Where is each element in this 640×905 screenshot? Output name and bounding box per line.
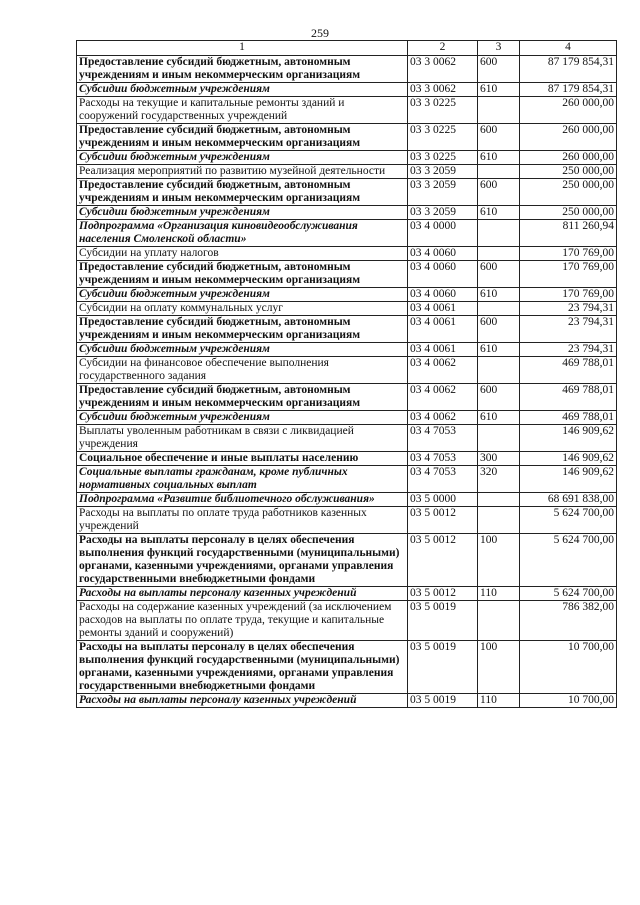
table-row	[77, 357, 617, 384]
table-row	[77, 124, 617, 151]
row-code: 03 3 0225	[408, 151, 478, 165]
row-name: Реализация мероприятий по развитию музейной деятельности	[77, 165, 408, 179]
row-code: 03 4 0060	[408, 288, 478, 302]
row-name: Выплаты уволенным работникам в связи с ликвидацией учреждения	[77, 425, 408, 452]
row-name: Предоставление субсидий бюджетным, автономным учреждениям и иным некоммерческим организациям	[77, 56, 408, 83]
row-name: Расходы на текущие и капитальные ремонты зданий и сооружений государственных учреждений	[77, 97, 408, 124]
row-expense-type: 610	[478, 206, 520, 220]
row-expense-type: 600	[478, 316, 520, 343]
page-number: 259	[311, 26, 329, 40]
row-code: 03 4 0061	[408, 316, 478, 343]
row-expense-type: 300	[478, 452, 520, 466]
table-row	[77, 165, 617, 179]
table-row	[77, 601, 617, 641]
row-code: 03 5 0012	[408, 507, 478, 534]
row-expense-type: 610	[478, 411, 520, 425]
table-row	[77, 316, 617, 343]
row-amount: 5 624 700,00	[520, 587, 617, 601]
table-row	[77, 97, 617, 124]
row-amount: 469 788,01	[520, 384, 617, 411]
table-row	[77, 206, 617, 220]
row-amount: 250 000,00	[520, 179, 617, 206]
row-code: 03 5 0019	[408, 601, 478, 641]
table-row	[77, 288, 617, 302]
row-code: 03 3 0225	[408, 97, 478, 124]
table-row	[77, 507, 617, 534]
row-name: Субсидии бюджетным учреждениям	[77, 411, 408, 425]
row-code: 03 4 0061	[408, 302, 478, 316]
row-name: Субсидии бюджетным учреждениям	[77, 343, 408, 357]
row-name: Предоставление субсидий бюджетным, автономным учреждениям и иным некоммерческим организациям	[77, 316, 408, 343]
row-name: Расходы на выплаты персоналу в целях обеспечения выполнения функций государственными (муниципальными) органами, казенными учреждениями, органами управления государственными внебюджетными фондами	[77, 641, 408, 694]
table-row	[77, 302, 617, 316]
row-amount: 786 382,00	[520, 601, 617, 641]
row-expense-type	[478, 425, 520, 452]
table-row	[77, 384, 617, 411]
row-expense-type: 600	[478, 179, 520, 206]
table-row	[77, 83, 617, 97]
table-row	[77, 220, 617, 247]
row-amount: 250 000,00	[520, 165, 617, 179]
table-row	[77, 641, 617, 694]
row-amount: 170 769,00	[520, 288, 617, 302]
row-expense-type: 600	[478, 124, 520, 151]
row-name: Субсидии на уплату налогов	[77, 247, 408, 261]
row-amount: 811 260,94	[520, 220, 617, 247]
row-name: Субсидии бюджетным учреждениям	[77, 288, 408, 302]
table-row	[77, 56, 617, 83]
row-expense-type: 110	[478, 587, 520, 601]
table-row	[77, 343, 617, 357]
row-amount: 469 788,01	[520, 411, 617, 425]
row-expense-type: 320	[478, 466, 520, 493]
row-code: 03 5 0012	[408, 534, 478, 587]
row-code: 03 4 0000	[408, 220, 478, 247]
row-expense-type: 100	[478, 641, 520, 694]
row-expense-type: 610	[478, 288, 520, 302]
row-amount: 23 794,31	[520, 343, 617, 357]
row-amount: 87 179 854,31	[520, 56, 617, 83]
row-code: 03 4 0060	[408, 247, 478, 261]
row-amount: 5 624 700,00	[520, 534, 617, 587]
table-row	[77, 261, 617, 288]
row-expense-type	[478, 493, 520, 507]
row-expense-type	[478, 97, 520, 124]
header-col-3: 3	[478, 41, 520, 56]
table-row	[77, 247, 617, 261]
row-name: Предоставление субсидий бюджетным, автономным учреждениям и иным некоммерческим организациям	[77, 261, 408, 288]
row-name: Расходы на выплаты персоналу в целях обеспечения выполнения функций государственными (муниципальными) органами, казенными учреждениями, органами управления государственными внебюджетными фондами	[77, 534, 408, 587]
table-row	[77, 425, 617, 452]
table-row	[77, 411, 617, 425]
row-expense-type	[478, 165, 520, 179]
row-code: 03 4 7053	[408, 425, 478, 452]
row-name: Расходы на выплаты по оплате труда работников казенных учреждений	[77, 507, 408, 534]
row-amount: 250 000,00	[520, 206, 617, 220]
row-name: Расходы на выплаты персоналу казенных учреждений	[77, 694, 408, 708]
row-code: 03 3 0225	[408, 124, 478, 151]
row-code: 03 5 0000	[408, 493, 478, 507]
row-name: Расходы на содержание казенных учреждений (за исключением расходов на выплаты по оплате труда, текущие и капитальные ремонты зданий и сооружений)	[77, 601, 408, 641]
table-row	[77, 452, 617, 466]
row-name: Расходы на выплаты персоналу казенных учреждений	[77, 587, 408, 601]
header-col-1: 1	[77, 41, 408, 56]
row-amount: 5 624 700,00	[520, 507, 617, 534]
row-name: Социальные выплаты гражданам, кроме публичных нормативных социальных выплат	[77, 466, 408, 493]
row-amount: 146 909,62	[520, 466, 617, 493]
row-code: 03 3 2059	[408, 206, 478, 220]
table-body	[77, 56, 617, 708]
row-expense-type	[478, 507, 520, 534]
budget-table	[76, 40, 617, 708]
row-expense-type: 610	[478, 343, 520, 357]
table-header-row	[77, 41, 617, 56]
header-col-4: 4	[520, 41, 617, 56]
row-code: 03 4 7053	[408, 452, 478, 466]
row-name: Субсидии на финансовое обеспечение выполнения государственного задания	[77, 357, 408, 384]
row-code: 03 4 0060	[408, 261, 478, 288]
row-expense-type: 600	[478, 56, 520, 83]
table-row	[77, 534, 617, 587]
row-expense-type: 600	[478, 384, 520, 411]
row-expense-type: 110	[478, 694, 520, 708]
row-code: 03 4 7053	[408, 466, 478, 493]
row-expense-type: 600	[478, 261, 520, 288]
row-name: Подпрограмма «Организация киновидеообслуживания населения Смоленской области»	[77, 220, 408, 247]
row-code: 03 4 0062	[408, 384, 478, 411]
row-code: 03 4 0062	[408, 357, 478, 384]
row-expense-type	[478, 220, 520, 247]
table-row	[77, 587, 617, 601]
row-name: Предоставление субсидий бюджетным, автономным учреждениям и иным некоммерческим организациям	[77, 384, 408, 411]
row-name: Субсидии бюджетным учреждениям	[77, 206, 408, 220]
row-name: Субсидии бюджетным учреждениям	[77, 151, 408, 165]
row-code: 03 5 0019	[408, 641, 478, 694]
row-code: 03 3 2059	[408, 179, 478, 206]
row-name: Социальное обеспечение и иные выплаты населению	[77, 452, 408, 466]
row-amount: 146 909,62	[520, 452, 617, 466]
row-code: 03 3 2059	[408, 165, 478, 179]
row-amount: 260 000,00	[520, 151, 617, 165]
row-name: Предоставление субсидий бюджетным, автономным учреждениям и иным некоммерческим организациям	[77, 179, 408, 206]
row-expense-type: 100	[478, 534, 520, 587]
row-amount: 146 909,62	[520, 425, 617, 452]
row-name: Подпрограмма «Развитие библиотечного обслуживания»	[77, 493, 408, 507]
row-name: Субсидии бюджетным учреждениям	[77, 83, 408, 97]
row-code: 03 3 0062	[408, 56, 478, 83]
row-code: 03 5 0019	[408, 694, 478, 708]
table-row	[77, 151, 617, 165]
row-amount: 10 700,00	[520, 694, 617, 708]
row-code: 03 5 0012	[408, 587, 478, 601]
row-amount: 87 179 854,31	[520, 83, 617, 97]
row-name: Субсидии на оплату коммунальных услуг	[77, 302, 408, 316]
row-amount: 260 000,00	[520, 97, 617, 124]
row-amount: 469 788,01	[520, 357, 617, 384]
row-code: 03 4 0062	[408, 411, 478, 425]
row-expense-type: 610	[478, 83, 520, 97]
row-expense-type	[478, 302, 520, 316]
row-amount: 260 000,00	[520, 124, 617, 151]
header-col-2: 2	[408, 41, 478, 56]
row-expense-type	[478, 247, 520, 261]
row-amount: 10 700,00	[520, 641, 617, 694]
row-code: 03 3 0062	[408, 83, 478, 97]
row-amount: 23 794,31	[520, 302, 617, 316]
row-expense-type	[478, 357, 520, 384]
table-row	[77, 493, 617, 507]
row-amount: 170 769,00	[520, 247, 617, 261]
row-code: 03 4 0061	[408, 343, 478, 357]
table-row	[77, 179, 617, 206]
row-amount: 170 769,00	[520, 261, 617, 288]
table-row	[77, 694, 617, 708]
row-amount: 23 794,31	[520, 316, 617, 343]
row-expense-type	[478, 601, 520, 641]
table-row	[77, 466, 617, 493]
row-expense-type: 610	[478, 151, 520, 165]
row-amount: 68 691 838,00	[520, 493, 617, 507]
row-name: Предоставление субсидий бюджетным, автономным учреждениям и иным некоммерческим организациям	[77, 124, 408, 151]
